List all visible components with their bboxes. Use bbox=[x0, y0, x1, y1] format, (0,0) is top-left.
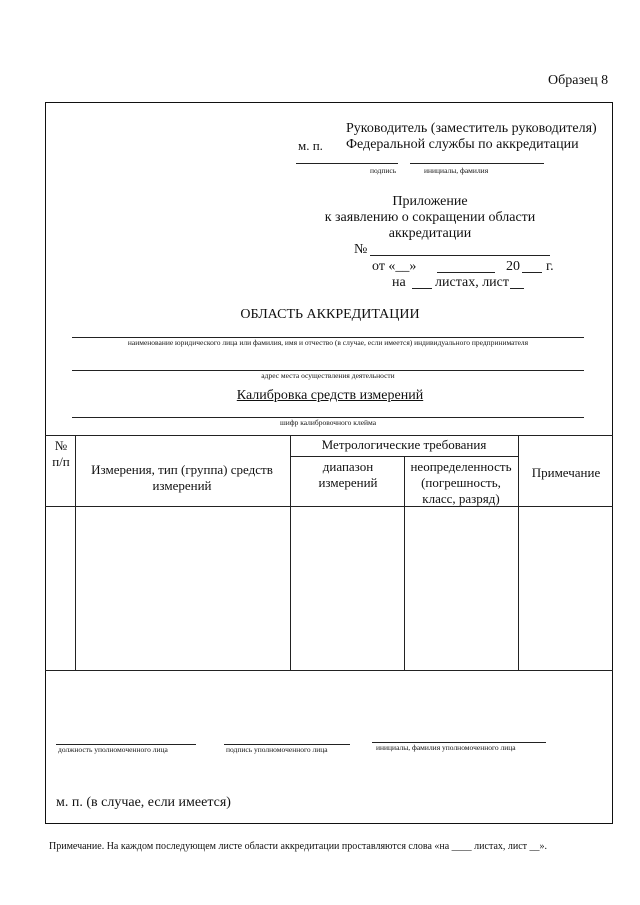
doc-title: ОБЛАСТЬ АККРЕДИТАЦИИ bbox=[240, 307, 420, 322]
appendix-month-line[interactable] bbox=[437, 272, 495, 273]
appendix-line3: аккредитации bbox=[388, 226, 472, 241]
col-uncertainty-header: неопределенность (погрешность, класс, разряд) bbox=[410, 459, 512, 506]
caption-entity: наименование юридического лица или фамилия, имя и отчество (в случае, если имеется) индивидуального предпринимателя bbox=[127, 338, 529, 347]
col-num-header: № п/п bbox=[52, 438, 70, 469]
appendix-line1: Приложение bbox=[392, 194, 468, 209]
col-range-header: диапазон измерений bbox=[318, 459, 378, 490]
appendix-sheets-na: на bbox=[392, 275, 406, 290]
appendix-line2: к заявлению о сокращении области bbox=[324, 210, 536, 225]
group-metro-header: Метрологические требования bbox=[321, 437, 487, 452]
col-measure-header: Измерения, тип (группа) средств измерений bbox=[91, 462, 273, 493]
appendix-sheet-no-line[interactable] bbox=[510, 288, 524, 289]
approval-mp: м. п. bbox=[298, 138, 323, 153]
appendix-year-line[interactable] bbox=[522, 272, 542, 273]
appendix-sheets-text: листах, лист bbox=[435, 275, 510, 290]
initials-line[interactable] bbox=[410, 163, 544, 164]
appendix-number-prefix: № bbox=[354, 242, 368, 257]
appendix-number-line[interactable] bbox=[370, 255, 550, 256]
caption-initials-authorized: инициалы, фамилия уполномоченного лица bbox=[376, 743, 516, 752]
mp-note: м. п. (в случае, если имеется) bbox=[56, 795, 231, 810]
col-note-header: Примечание bbox=[531, 465, 601, 480]
table-empty-body-row[interactable] bbox=[46, 507, 612, 669]
table-top-border bbox=[45, 435, 613, 436]
appendix-date-suffix: г. bbox=[546, 259, 554, 274]
caption-signature-authorized: подпись уполномоченного лица bbox=[226, 745, 328, 754]
caption-position: должность уполномоченного лица bbox=[58, 745, 168, 754]
caption-mark-code: шифр калибровочного клейма bbox=[279, 418, 377, 427]
caption-signature: подпись bbox=[370, 166, 397, 175]
approval-title-line1: Руководитель (заместитель руководителя) bbox=[346, 121, 597, 136]
caption-address: адрес места осуществления деятельности bbox=[261, 371, 395, 380]
activity-title: Калибровка средств измерений bbox=[236, 388, 424, 403]
appendix-date-year: 20 bbox=[506, 259, 520, 274]
table-bottom-border bbox=[45, 670, 613, 671]
appendix-date-from: от «__» bbox=[372, 259, 417, 274]
appendix-sheets-count-line[interactable] bbox=[412, 288, 432, 289]
footnote: Примечание. На каждом последующем листе области аккредитации проставляются слова «на ____ листах, лист __». bbox=[49, 841, 548, 852]
sample-label: Образец 8 bbox=[548, 73, 609, 88]
signature-line[interactable] bbox=[296, 163, 398, 164]
caption-initials: инициалы, фамилия bbox=[424, 166, 489, 175]
approval-title-line2: Федеральной службы по аккредитации bbox=[346, 137, 579, 152]
